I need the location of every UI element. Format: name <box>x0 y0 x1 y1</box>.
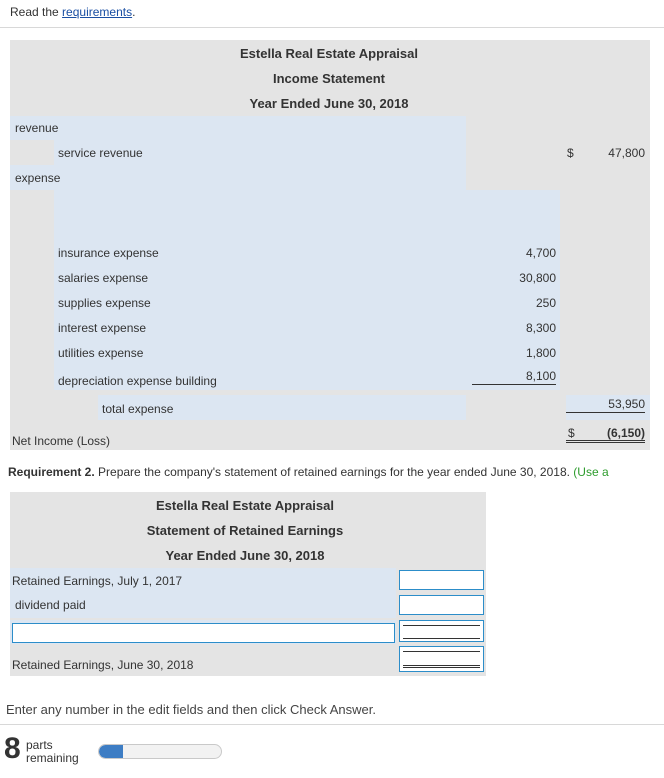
dividend-paid-input[interactable] <box>399 595 484 615</box>
expense-item-value: 8,100 <box>472 369 556 385</box>
parts-label: parts <box>26 738 53 752</box>
requirement-2-hint: (Use a <box>573 465 609 479</box>
retained-ending-label: Retained Earnings, June 30, 2018 <box>12 658 194 672</box>
expense-label: expense <box>15 171 61 185</box>
retained-beginning-input[interactable] <box>399 570 484 590</box>
parts-progress-bar <box>98 744 222 759</box>
retained-period: Year Ended June 30, 2018 <box>165 548 325 563</box>
net-income-value: (6,150) <box>606 426 645 440</box>
net-income-label: Net Income (Loss) <box>12 434 111 448</box>
net-income-double-underline <box>566 440 645 443</box>
retained-statement-title: Statement of Retained Earnings <box>146 523 344 538</box>
service-revenue-value: 47,800 <box>608 146 645 160</box>
requirements-link[interactable]: requirements <box>62 5 133 19</box>
expense-item-value: 250 <box>535 296 556 310</box>
total-expense-value: 53,950 <box>566 397 645 413</box>
remaining-label: remaining <box>26 751 79 765</box>
requirements-line <box>10 5 135 19</box>
retained-company-name: Estella Real Estate Appraisal <box>156 498 334 513</box>
requirements-prefix: Read the <box>10 5 63 19</box>
requirement-2-text <box>8 465 609 479</box>
expense-item-value: 30,800 <box>519 271 556 285</box>
retained-subtotal-input[interactable] <box>399 620 484 642</box>
total-expense-label: total expense <box>102 402 174 416</box>
expense-row-bg <box>10 165 466 190</box>
retained-item-label-input[interactable] <box>12 623 395 643</box>
retained-beginning-label: Retained Earnings, July 1, 2017 <box>12 574 183 588</box>
expense-item-value: 8,300 <box>525 321 556 335</box>
progress-fill <box>99 745 123 758</box>
top-divider <box>0 27 664 28</box>
requirement-2-body: Prepare the company's statement of retained earnings for the year ended June 30, 2018. <box>94 465 574 479</box>
net-income-currency: $ <box>568 426 575 440</box>
income-company-name: Estella Real Estate Appraisal <box>240 46 418 61</box>
dividend-paid-label: dividend paid <box>15 598 86 612</box>
expense-item-label: supplies expense <box>58 296 151 310</box>
revenue-row-bg <box>10 116 466 140</box>
expense-block-bg <box>54 190 560 390</box>
expense-item-label: depreciation expense building <box>58 374 217 388</box>
expense-item-value: 4,700 <box>525 246 556 260</box>
expense-item-label: interest expense <box>58 321 147 335</box>
income-statement-title: Income Statement <box>273 71 385 86</box>
retained-ending-input[interactable] <box>399 646 484 672</box>
service-revenue-currency: $ <box>567 146 574 160</box>
income-period: Year Ended June 30, 2018 <box>249 96 409 111</box>
revenue-label: revenue <box>15 121 59 135</box>
service-revenue-label: service revenue <box>58 146 143 160</box>
parts-count: 8 <box>4 732 21 765</box>
parts-remaining-label <box>26 739 79 765</box>
requirement-2-heading: Requirement 2. <box>8 465 95 479</box>
expense-item-label: salaries expense <box>58 271 149 285</box>
instruction-text: Enter any number in the edit fields and then click Check Answer. <box>6 702 376 717</box>
requirements-suffix: . <box>132 5 136 19</box>
expense-item-label: insurance expense <box>58 246 159 260</box>
footer-divider <box>0 724 664 725</box>
expense-item-value: 1,800 <box>525 346 556 360</box>
expense-item-label: utilities expense <box>58 346 144 360</box>
